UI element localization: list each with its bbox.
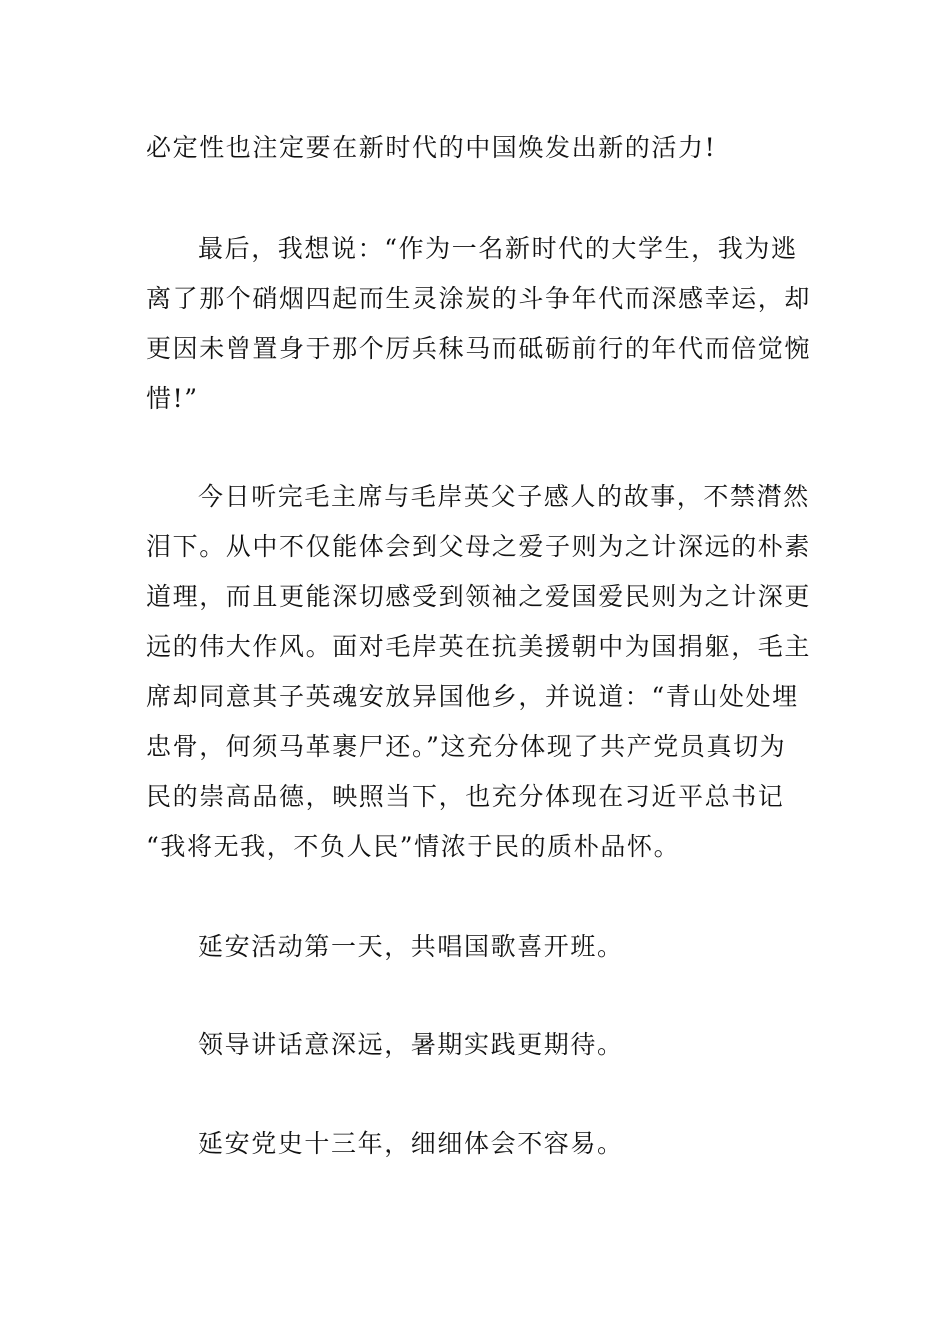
text-line: 席却同意其子英魂安放异国他乡，并说道：“青山处处埋 — [146, 682, 799, 711]
text-line: 最后，我想说：“作为一名新时代的大学生，我为逃 — [198, 234, 798, 263]
text-line: 忠骨，何须马革裹尸还。”这充分体现了共产党员真切为 — [146, 732, 787, 761]
text-line: “我将无我，不负人民”情浓于民的质朴品怀。 — [146, 832, 681, 861]
text-line: 延安活动第一天，共唱国歌喜开班。 — [198, 932, 624, 961]
paragraph-story-reflection — [146, 472, 812, 872]
text-line: 离了那个硝烟四起而生灵涂炭的斗争年代而深感幸运，却 — [146, 284, 812, 313]
text-line: 延安党史十三年，细细体会不容易。 — [198, 1129, 624, 1158]
text-line: 更因未曾置身于那个厉兵秣马而砥砺前行的年代而倍觉惋 — [146, 334, 812, 363]
text-line: 道理，而且更能深切感受到领袖之爱国爱民则为之计深更 — [146, 582, 812, 611]
poem-line-1 — [146, 922, 806, 972]
poem-line-2 — [146, 1020, 806, 1070]
text-line: 泪下。从中不仅能体会到父母之爱子则为之计深远的朴素 — [146, 532, 812, 561]
text-line: 民的崇高品德，映照当下，也充分体现在习近平总书记 — [146, 782, 785, 811]
text-line: 远的伟大作风。面对毛岸英在抗美援朝中为国捐躯，毛主 — [146, 632, 812, 661]
text-line: 今日听完毛主席与毛岸英父子感人的故事，不禁潸然 — [198, 482, 810, 511]
paragraph-closing-remarks — [146, 224, 812, 424]
paragraph-continuation — [146, 123, 806, 173]
text-line: 必定性也注定要在新时代的中国焕发出新的活力! — [146, 133, 717, 162]
text-line: 领导讲话意深远，暑期实践更期待。 — [198, 1030, 624, 1059]
poem-line-3 — [146, 1119, 806, 1169]
text-line: 惜!” — [146, 384, 199, 413]
